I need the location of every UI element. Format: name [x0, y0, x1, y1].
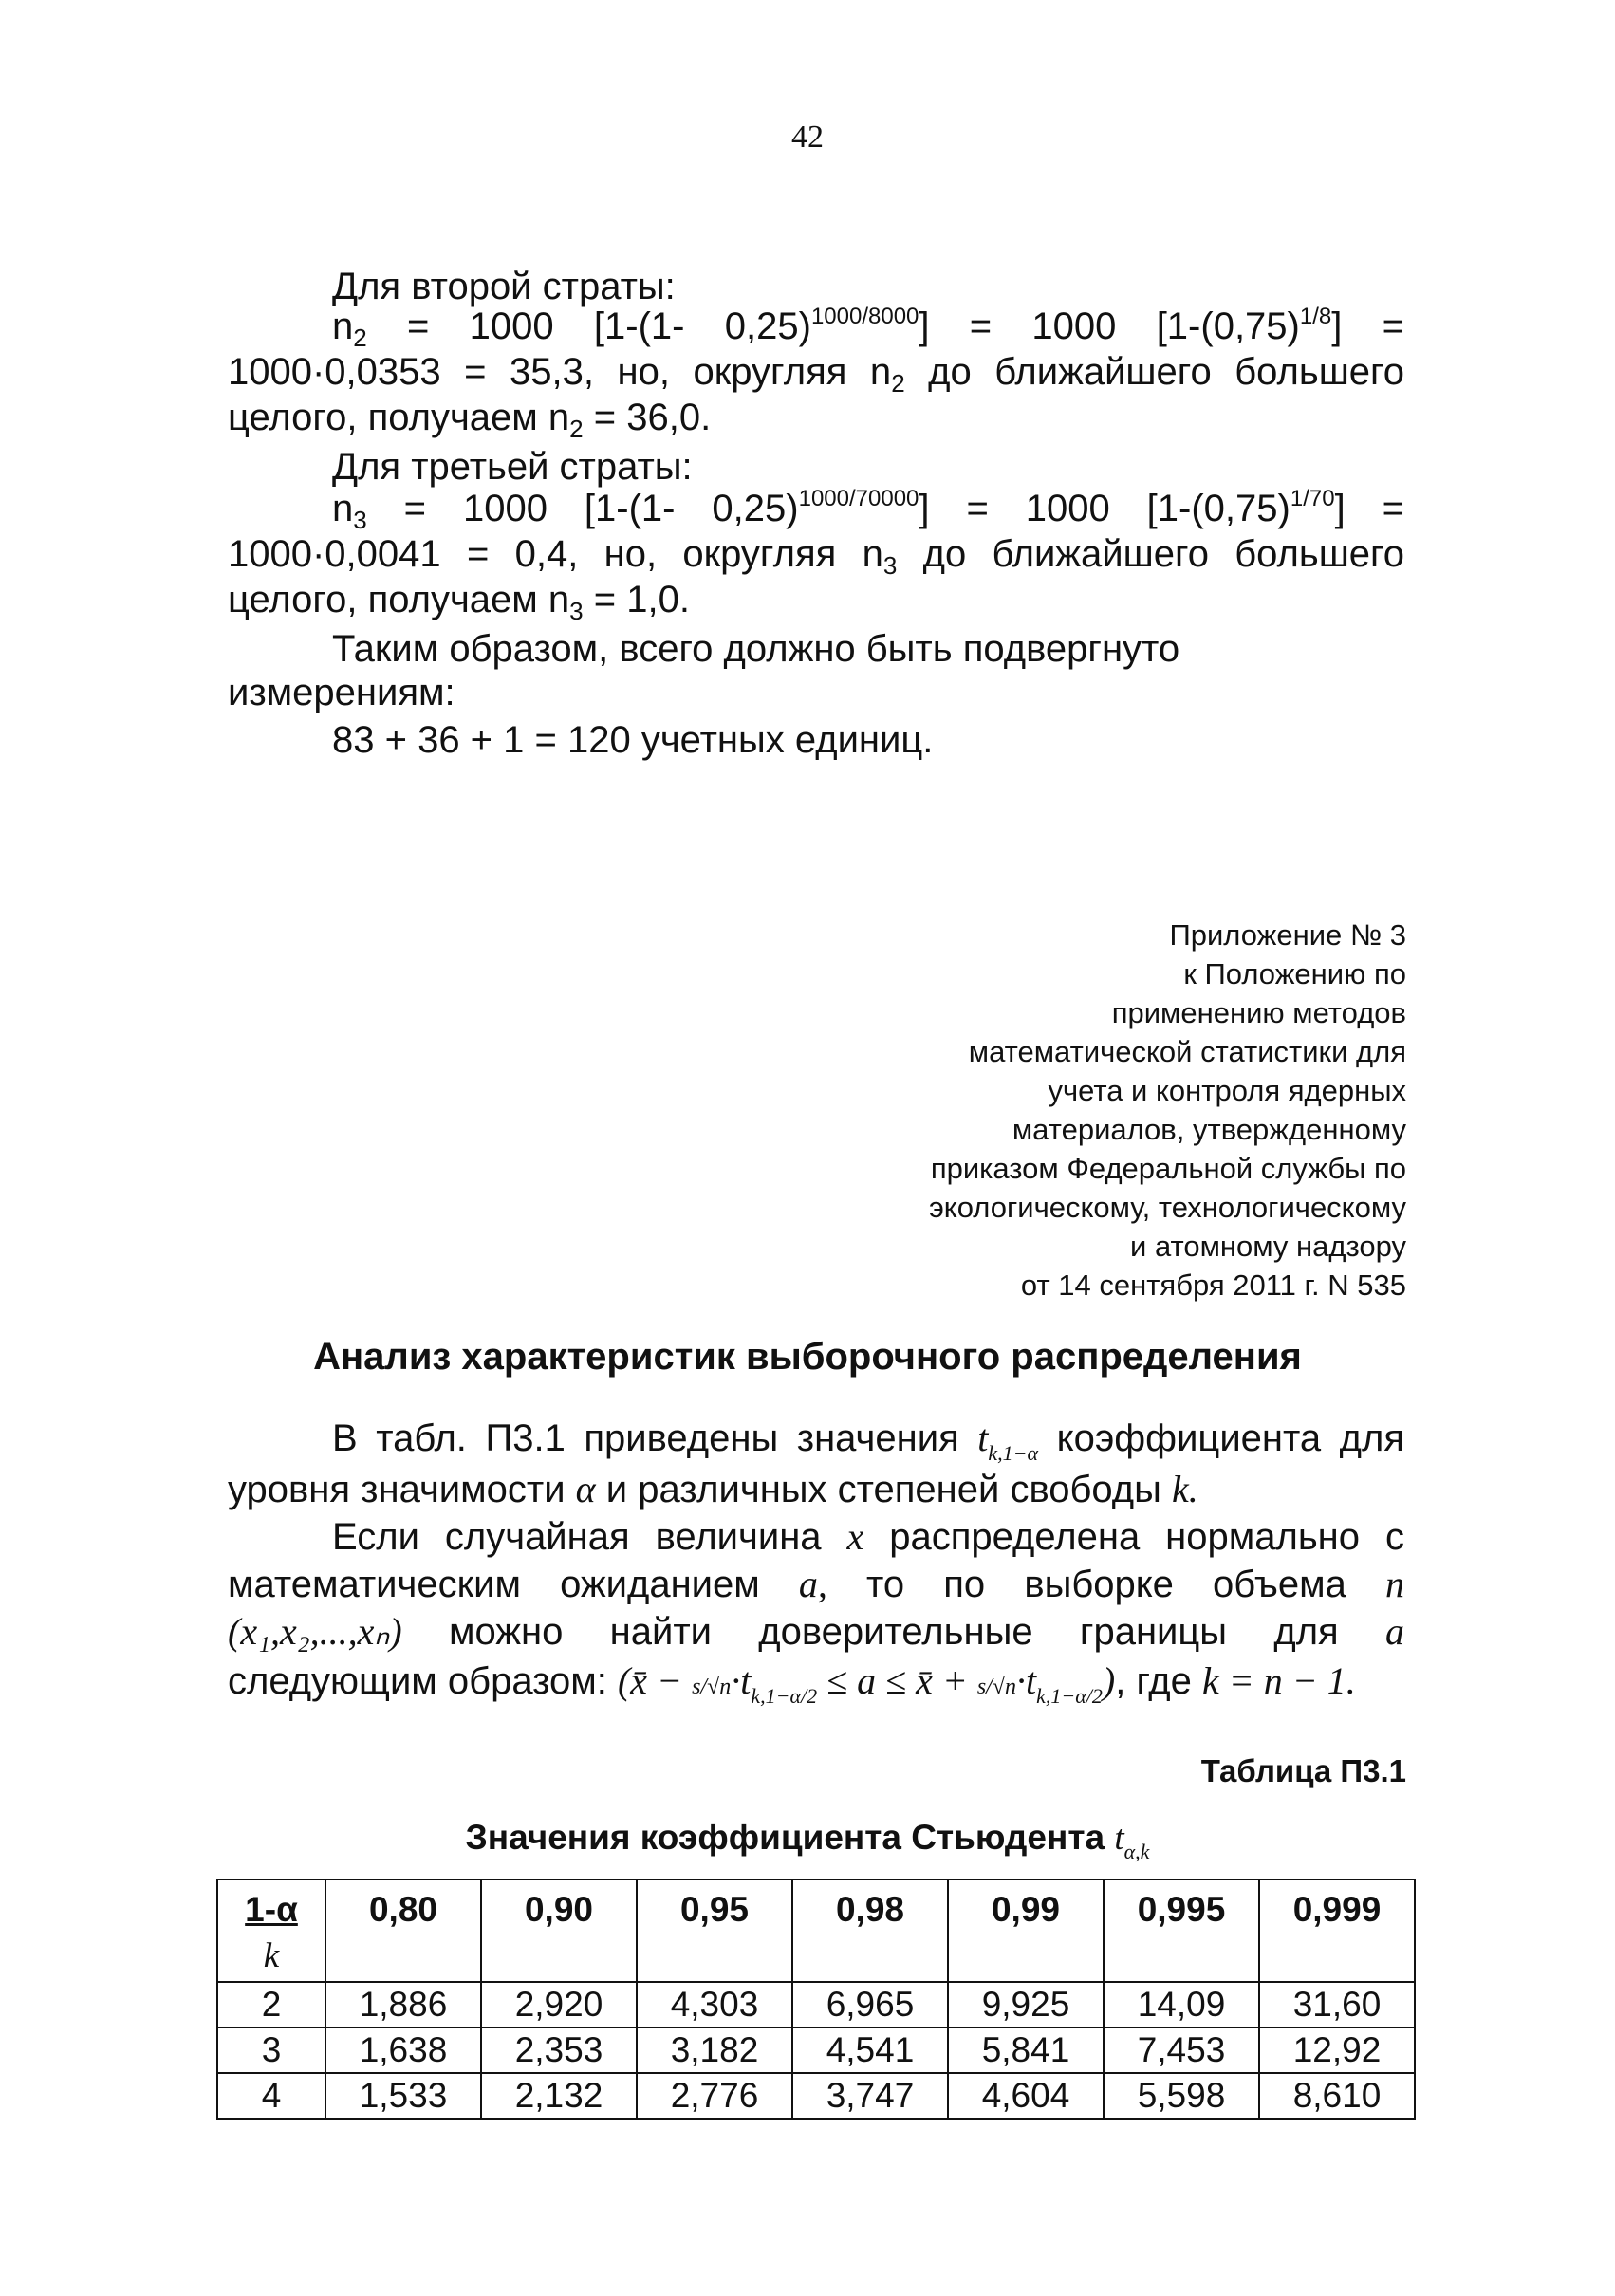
table-cell: 1,533	[325, 2073, 481, 2119]
table-cell: 9,925	[948, 1982, 1104, 2028]
table-header-cell: 0,98	[792, 1879, 948, 1982]
analysis-line2: уровня значимости α и различных степеней свободы k.	[228, 1468, 1198, 1510]
analysis-line3: Если случайная величина x распределена нормально с	[332, 1515, 1404, 1558]
appendix-line: материалов, утвержденному	[1012, 1113, 1406, 1146]
summary-line1: Таким образом, всего должно быть подвергнуто	[332, 628, 1180, 670]
table-cell: 4,604	[948, 2073, 1104, 2119]
table-corner-cell: 1-α k	[217, 1879, 325, 1982]
appendix-line: от 14 сентября 2011 г. N 535	[1020, 1268, 1406, 1302]
paragraph2-formula: $n_3 = 1000$ [1-(1- 0,25)$^{1000/70000}$] = 1000 $[1-(0,75)^{1/70}]$ =	[332, 486, 1404, 534]
table-label: Таблица П3.1	[1200, 1753, 1406, 1788]
table-k-cell: 4	[217, 2073, 325, 2119]
analysis-line6: следующим образом: (x̄ − $s/√n\cdot t_{k,1-\alpha/2} \le a$ ≤ x̄ + $s/√n\cdot t_{k,1-\alpha/2}$), где k = n − 1.	[228, 1659, 1356, 1708]
table-header-cell: 0,95	[637, 1879, 792, 1982]
table-cell: 4,541	[792, 2028, 948, 2073]
paragraph2-heading: Для третьей страты:	[332, 446, 693, 488]
table-header-row	[217, 1879, 1415, 1982]
paragraph1-line3: целого, получаем $n_2 = 36,0$.	[228, 397, 712, 443]
table-caption: Значения коэффициента Стьюдента $t_{\alpha,k}$	[465, 1818, 1150, 1863]
analysis-line5: (x₁,x₂,...,xₙ) можно найти доверительные границы для a	[228, 1610, 1404, 1653]
table-row	[217, 1982, 1415, 2028]
analysis-line4: математическим ожиданием a, то по выборке объема n	[228, 1563, 1404, 1605]
table-k-cell: 2	[217, 1982, 325, 2028]
table-cell: 3,182	[637, 2028, 792, 2073]
appendix-block	[837, 916, 1406, 1305]
student-coefficient-table	[216, 1879, 1416, 2120]
summary-line3: 83 + 36 + 1 = 120 учетных единиц.	[332, 719, 934, 761]
paragraph2-line3: целого, получаем $n_3 = 1,0$.	[228, 579, 690, 625]
table-cell: 2,776	[637, 2073, 792, 2119]
table-cell: 5,598	[1104, 2073, 1259, 2119]
appendix-line: учета и контроля ядерных	[1048, 1074, 1406, 1107]
appendix-line: математической статистики для	[968, 1035, 1406, 1068]
appendix-line: Приложение № 3	[1169, 918, 1406, 952]
paragraph1-line2: 1000·0,0353 = 35,3, но, округляя $n_2$ до ближайшего большего	[228, 351, 1404, 398]
table-header-cell: 0,999	[1259, 1879, 1415, 1982]
table-k-cell: 3	[217, 2028, 325, 2073]
appendix-line: экологическому, технологическому	[928, 1191, 1406, 1224]
summary-line2: измерениям:	[228, 672, 455, 713]
paragraph1-heading: Для второй страты:	[332, 266, 676, 307]
table-cell: 7,453	[1104, 2028, 1259, 2073]
paragraph2-line2: 1000·0,0041 = 0,4, но, округляя $n_3$ до ближайшего большего	[228, 533, 1404, 580]
table-row	[217, 2073, 1415, 2119]
table-cell: 1,638	[325, 2028, 481, 2073]
appendix-line: и атомному надзору	[1130, 1230, 1406, 1263]
table-cell: 5,841	[948, 2028, 1104, 2073]
table-cell: 4,303	[637, 1982, 792, 2028]
table-cell: 8,610	[1259, 2073, 1415, 2119]
table-header-cell: 0,99	[948, 1879, 1104, 1982]
table-cell: 31,60	[1259, 1982, 1415, 2028]
table-cell: 12,92	[1259, 2028, 1415, 2073]
confidence-interval: (x̄ − $s/√n\cdot t_{k,1-\alpha/2} \le a$ ≤ x̄ + $s/√n\cdot t_{k,1-\alpha/2}$)	[617, 1659, 1116, 1708]
page-number: 42	[791, 120, 824, 155]
table-cell: 14,09	[1104, 1982, 1259, 2028]
table-cell: 2,353	[481, 2028, 637, 2073]
analysis-line1: В табл. П3.1 приведены значения $t_{k,1-\alpha}$ коэффициента для	[332, 1416, 1405, 1465]
appendix-line: приказом Федеральной службы по	[930, 1152, 1406, 1185]
table-header-cell: 0,80	[325, 1879, 481, 1982]
table-cell: 2,920	[481, 1982, 637, 2028]
section-title: Анализ характеристик выборочного распределения	[313, 1336, 1302, 1378]
table-row	[217, 2028, 1415, 2073]
table-header-cell: 0,995	[1104, 1879, 1259, 1982]
table-cell: 1,886	[325, 1982, 481, 2028]
appendix-line: к Положению по	[1183, 957, 1406, 991]
table-header-cell: 0,90	[481, 1879, 637, 1982]
table-cell: 6,965	[792, 1982, 948, 2028]
table-cell: 2,132	[481, 2073, 637, 2119]
paragraph1-formula: $n_2 = 1000$ [1-(1- 0,25)$^{1000/8000}$] = 1000 $[1-(0,75)^{1/8}]$ =	[332, 304, 1405, 352]
appendix-line: применению методов	[1111, 996, 1406, 1029]
table-cell: 3,747	[792, 2073, 948, 2119]
